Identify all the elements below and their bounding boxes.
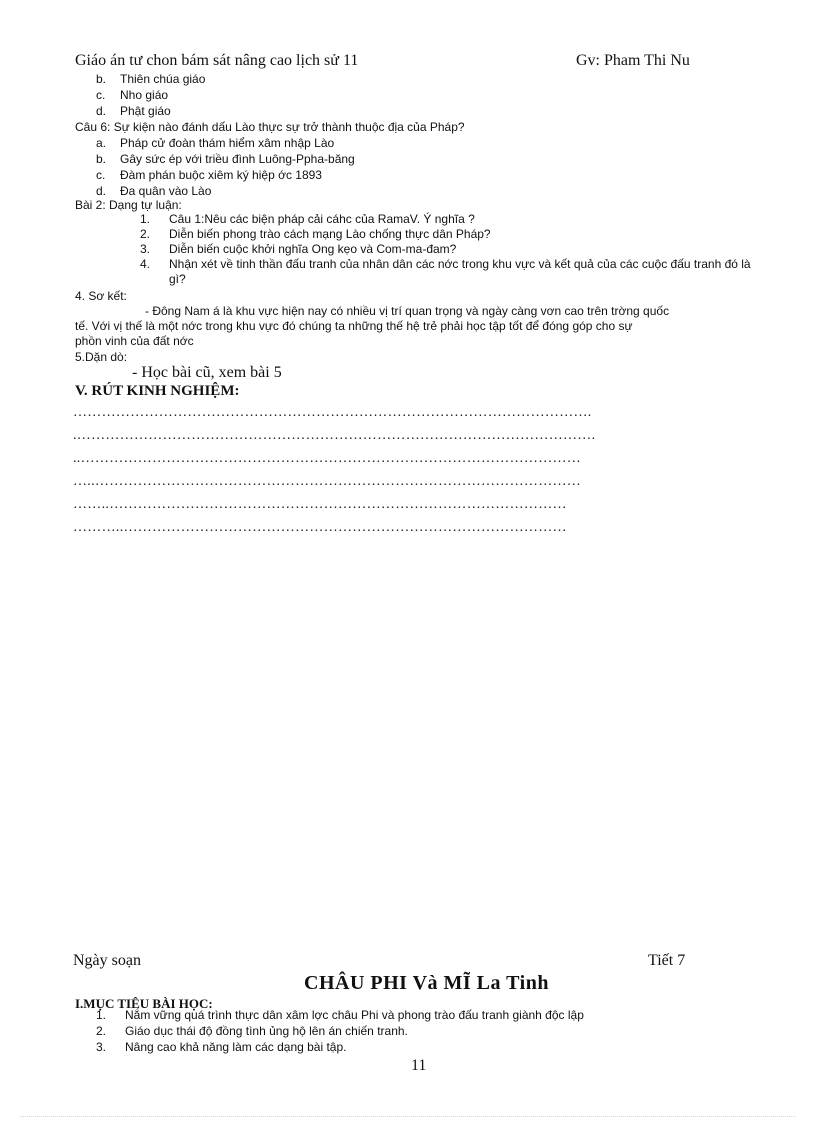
q5-option-c: c. Nho giáo (96, 88, 169, 102)
q6-question: Câu 6: Sự kiện nào đánh dấu Lào thực sự trở thành thuộc địa của Pháp? (75, 120, 465, 134)
q5-option-d: d. Phật giáo (96, 104, 171, 118)
so-ket-line-1: - Đông Nam á là khu vực hiện nay có nhiều vị trí quan trọng và ngày càng vơn cao trên trờng quốc (145, 304, 670, 318)
note-line-4: …..………………………………………………………………………………………… (73, 474, 582, 489)
q6-option-b: b. Gây sức ép với triều đình Luông-Ppha-băng (96, 152, 355, 166)
bai2-item-2: 2. Diễn biến phong trào cách mạng Lào chống thực dân Pháp? (140, 227, 491, 241)
note-line-2: .………………………………………………………………………………………………. (73, 428, 596, 443)
bai2-title: Bài 2: Dạng tự luận: (75, 198, 182, 212)
note-line-3: ..…………………………………………………………………………………………… (73, 451, 582, 466)
page-bottom-divider (20, 1116, 796, 1117)
so-ket-line-3: phồn vinh của đất nớc (75, 334, 194, 348)
header-course-title: Giáo án tư chon bám sát nâng cao lịch sử 11 (75, 52, 359, 69)
so-ket-line-2: tế. Với vị thế là một nớc trong khu vực đó chúng ta những thế hệ trẻ phải học tập tốt để đóng góp cho sự (75, 319, 633, 333)
q6-option-a: a. Pháp cử đoàn thám hiểm xâm nhập Lào (96, 136, 335, 150)
so-ket-title: 4. Sơ kết: (75, 289, 127, 303)
bai2-item-3: 3. Diễn biến cuộc khởi nghĩa Ong kẹo và Com-ma-đam? (140, 242, 457, 256)
dan-do-text: - Học bài cũ, xem bài 5 (132, 364, 282, 381)
q6-option-c: c. Đàm phán buộc xiêm ký hiệp ớc 1893 (96, 168, 322, 182)
muc-tieu-item-2: 2. Giáo dục thái độ đồng tình ủng hộ lên án chiến tranh. (96, 1024, 408, 1038)
muc-tieu-item-1: 1. Nắm vững quá trình thực dân xâm lợc châu Phi và phong trào đấu tranh giành độc lập (96, 1008, 584, 1022)
bai2-item-1: 1. Câu 1:Nêu các biện pháp cải cáhc của RamaV. Ý nghĩa ? (140, 212, 475, 226)
ngay-soan-label: Ngày soạn (73, 952, 141, 969)
tiet-label: Tiết 7 (648, 952, 686, 969)
header-teacher: Gv: Pham Thi Nu (576, 52, 690, 69)
note-line-1: ………………………………………………………………………………………………. (73, 405, 592, 420)
note-line-5: ……..…………………………………………………………………………………… (73, 497, 567, 512)
rut-kinh-nghiem-title: V. RÚT KINH NGHIỆM: (75, 383, 240, 399)
lesson-title: CHÂU PHI Và MĨ La Tinh (304, 972, 549, 994)
dan-do-title: 5.Dặn dò: (75, 350, 128, 364)
muc-tieu-item-3: 3. Nâng cao khả năng làm các dạng bài tập. (96, 1040, 347, 1054)
q5-option-b: b. Thiên chúa giáo (96, 72, 206, 86)
bai2-item-4: 4. Nhận xét về tinh thần đấu tranh của nhân dân các nớc trong khu vực và kết quả của các cuộc đấu tranh đó là gì? (140, 257, 751, 286)
note-line-6: ………..………………………………………………………………………………… (73, 520, 567, 535)
q6-option-d: d. Đa quân vào Lào (96, 184, 212, 198)
muc-tieu-title: I.MỤC TIÊU BÀI HỌC: (75, 996, 213, 1011)
page-number: 11 (411, 1057, 427, 1074)
